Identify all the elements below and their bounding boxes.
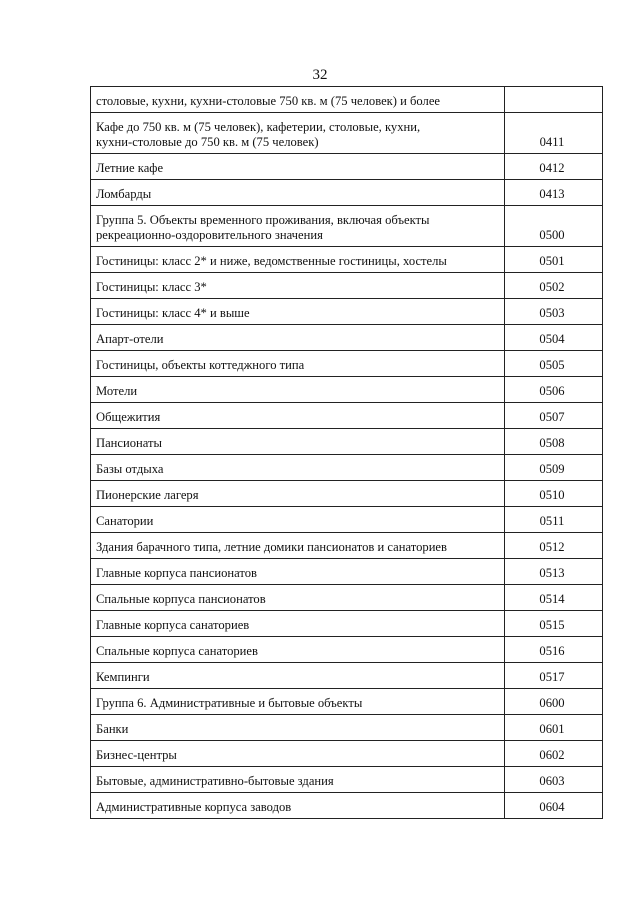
object-code-cell: 0506 (505, 377, 603, 403)
object-type-name: Гостиницы: класс 3* (96, 280, 207, 294)
table-row (91, 533, 603, 559)
object-type-cell (91, 793, 505, 819)
object-code-cell: 0514 (505, 585, 603, 611)
object-code-cell: 0601 (505, 715, 603, 741)
object-type-name: Группа 6. Административные и бытовые объекты (96, 696, 363, 710)
table-row (91, 559, 603, 585)
object-type-name: Главные корпуса пансионатов (96, 566, 257, 580)
object-type-name: Гостиницы: класс 4* и выше (96, 306, 250, 320)
object-code-cell: 0516 (505, 637, 603, 663)
object-type-name: Кафе до 750 кв. м (75 человек), кафетерии, столовые, кухни, кухни-столовые до 750 кв. м (75 человек) (96, 120, 421, 149)
object-code-cell: 0502 (505, 273, 603, 299)
object-type-cell (91, 715, 505, 741)
object-type-cell (91, 585, 505, 611)
classification-table (90, 86, 603, 819)
object-code-cell: 0511 (505, 507, 603, 533)
table-row (91, 715, 603, 741)
table-row (91, 206, 603, 247)
table-row (91, 325, 603, 351)
object-type-cell (91, 767, 505, 793)
object-code-cell: 0517 (505, 663, 603, 689)
object-code-cell: 0508 (505, 429, 603, 455)
object-type-name: Летние кафе (96, 161, 164, 175)
object-code-cell: 0602 (505, 741, 603, 767)
table-row (91, 507, 603, 533)
object-type-cell (91, 113, 505, 154)
object-type-cell (91, 180, 505, 206)
object-type-cell (91, 559, 505, 585)
object-code-cell: 0504 (505, 325, 603, 351)
table-row (91, 247, 603, 273)
object-type-name: Пионерские лагеря (96, 488, 199, 502)
table-row (91, 273, 603, 299)
object-code-cell: 0600 (505, 689, 603, 715)
object-type-cell (91, 663, 505, 689)
object-code-cell: 0503 (505, 299, 603, 325)
object-code-cell: 0512 (505, 533, 603, 559)
object-type-cell (91, 637, 505, 663)
object-code-cell: 0501 (505, 247, 603, 273)
object-type-name: Базы отдыха (96, 462, 164, 476)
object-code-cell: 0509 (505, 455, 603, 481)
table-row (91, 154, 603, 180)
object-type-cell (91, 377, 505, 403)
table-row (91, 87, 603, 113)
table-row (91, 767, 603, 793)
table-row (91, 689, 603, 715)
table-row (91, 180, 603, 206)
object-code-cell: 0510 (505, 481, 603, 507)
object-type-cell (91, 611, 505, 637)
table-row (91, 455, 603, 481)
object-type-name: Бытовые, административно-бытовые здания (96, 774, 334, 788)
object-type-cell (91, 455, 505, 481)
object-type-cell (91, 403, 505, 429)
object-type-cell (91, 247, 505, 273)
table-row (91, 351, 603, 377)
object-type-name: Гостиницы, объекты коттеджного типа (96, 358, 305, 372)
object-type-cell (91, 154, 505, 180)
object-type-cell (91, 741, 505, 767)
object-type-cell (91, 689, 505, 715)
object-type-cell (91, 429, 505, 455)
object-code-cell: 0413 (505, 180, 603, 206)
object-type-cell (91, 481, 505, 507)
table-row (91, 429, 603, 455)
object-code-cell: 0507 (505, 403, 603, 429)
object-type-cell (91, 273, 505, 299)
table-row (91, 299, 603, 325)
object-code-cell: 0515 (505, 611, 603, 637)
object-type-cell (91, 299, 505, 325)
table-body (91, 87, 603, 819)
object-type-name: Ломбарды (96, 187, 152, 201)
object-code-cell: 0513 (505, 559, 603, 585)
table-row (91, 585, 603, 611)
object-type-name: Санатории (96, 514, 154, 528)
table-row (91, 377, 603, 403)
object-code-cell: 0411 (505, 113, 603, 154)
page-number: 32 (312, 67, 328, 83)
table-row (91, 403, 603, 429)
object-code-cell: 0500 (505, 206, 603, 247)
object-type-name: Группа 5. Объекты временного проживания, включая объекты рекреационно-оздоровительного значения (96, 213, 430, 242)
object-type-cell (91, 206, 505, 247)
object-type-name: Бизнес-центры (96, 748, 177, 762)
object-type-cell (91, 533, 505, 559)
object-code-cell: 0412 (505, 154, 603, 180)
object-type-name: Гостиницы: класс 2* и ниже, ведомственные гостиницы, хостелы (96, 254, 447, 268)
table-row (91, 611, 603, 637)
table-row (91, 113, 603, 154)
object-type-name: Административные корпуса заводов (96, 800, 292, 814)
object-type-name: столовые, кухни, кухни-столовые 750 кв. м (75 человек) и более (96, 94, 441, 108)
object-type-name: Кемпинги (96, 670, 150, 684)
object-type-name: Мотели (96, 384, 138, 398)
object-code-cell: 0603 (505, 767, 603, 793)
object-code-cell: 0604 (505, 793, 603, 819)
object-type-cell (91, 507, 505, 533)
table-row (91, 481, 603, 507)
table-row (91, 793, 603, 819)
object-type-name: Пансионаты (96, 436, 163, 450)
object-code-cell (505, 87, 603, 113)
table-row (91, 637, 603, 663)
object-code-cell: 0505 (505, 351, 603, 377)
object-type-name: Общежития (96, 410, 161, 424)
object-type-name: Главные корпуса санаториев (96, 618, 250, 632)
object-type-cell (91, 351, 505, 377)
object-type-name: Банки (96, 722, 129, 736)
object-type-name: Здания барачного типа, летние домики пансионатов и санаториев (96, 540, 447, 554)
object-type-cell (91, 325, 505, 351)
table-row (91, 741, 603, 767)
object-type-name: Спальные корпуса санаториев (96, 644, 258, 658)
object-type-cell (91, 87, 505, 113)
table-row (91, 663, 603, 689)
object-type-name: Апарт-отели (96, 332, 164, 346)
object-type-name: Спальные корпуса пансионатов (96, 592, 266, 606)
